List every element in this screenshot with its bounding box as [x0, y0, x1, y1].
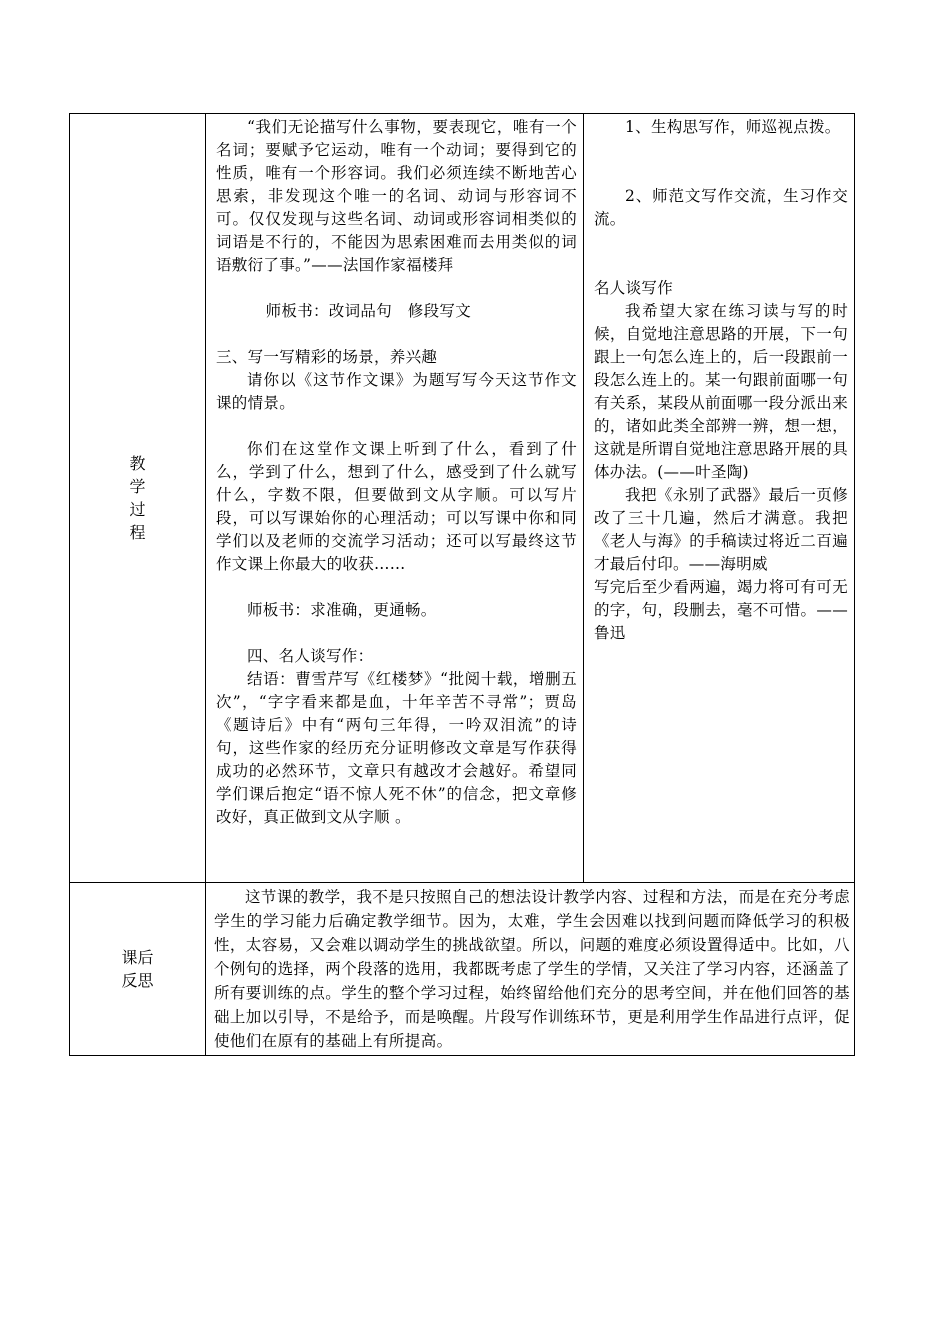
- board-note-2: 师板书：求准确，更通畅。: [247, 601, 437, 619]
- section-3-guide: 你们在这堂作文课上听到了什么，看到了什么，学到了什么，想到了什么，感受到了什么就写什么，字数不限，但要做到文从字顺。可以写片段，可以写课始你的心理活动；可以写课中你和同学们以及老师的交流学习活动；还可以写最终这节作文课上你最大的收获……: [216, 440, 577, 573]
- label-char: 课后: [121, 948, 154, 967]
- teacher-activity-cell: [206, 114, 584, 883]
- conclusion-text: 结语：曹雪芹写《红楼梦》“批阅十载，增删五次”，“字字看来都是血，十年辛苦不寻常”；贾岛《题诗后》中有“两句三年得，一吟双泪流”的诗句，这些作家的经历充分证明修改文章是写作获得成功的必然环节，文章只有越改才会越好。希望同学们课后抱定“语不惊人死不休”的信念，把文章修改好，真正做到文从字顺 。: [216, 670, 577, 826]
- activity-2: 2、师范文写作交流，生习作交流。: [594, 187, 848, 228]
- section-3-task: 请你以《这节作文课》为题写写今天这节作文课的情景。: [216, 371, 577, 412]
- reflection-text: 这节课的教学，我不是只按照自己的想法设计教学内容、过程和方法，而是在充分考虑学生的学习能力后确定教学细节。因为，太难，学生会因难以找到问题而降低学习的积极性，太容易，又会难以调动学生的挑战欲望。所以，问题的难度必须设置得适中。比如，八个例句的选择，两个段落的选用，我都既考虑了学生的学情，又关注了学习内容，还涵盖了所有要训练的点。学生的整个学习过程，始终留给他们充分的思考空间，并在他们回答的基础上加以引导，不是给予，而是唤醒。片段写作训练环节，更是利用学生作品进行点评，促使他们在原有的基础上有所提高。: [214, 888, 851, 1050]
- section-3-title: 三、写一写精彩的场景，养兴趣: [216, 348, 438, 366]
- ye-shengtao-quote: 我希望大家在练习读与写的时候，自觉地注意思路的开展，下一句跟上一句怎么连上的，后一段跟前一段怎么连上的。某一句跟前面哪一句有关系，某段从前面哪一段分派出来的，诸如此类全部辨一辨，想一想，这就是所谓自觉地注意思路开展的具体办法。(——叶圣陶): [594, 302, 848, 481]
- board-note-1: 师板书：改词品句 修段写文: [265, 302, 471, 320]
- label-char: 过: [129, 500, 146, 519]
- flaubert-quote: “我们无论描写什么事物，要表现它，唯有一个名词；要赋予它运动，唯有一个动词；要得到它的性质，唯有一个形容词。我们必须连续不断地苦心思索，非发现这个唯一的名词、动词与形容词不可。仅仅发现与这些名词、动词或形容词相类似的词语是不行的，不能因为思索困难而去用类似的词语敷衍了事。”——法国作家福楼拜: [216, 118, 577, 274]
- teaching-process-label: [70, 114, 206, 883]
- lesson-plan-table: [69, 113, 855, 1056]
- lu-xun-quote: 写完后至少看两遍，竭力将可有可无的字，句，段删去，毫不可惜。——鲁迅: [594, 578, 848, 642]
- activity-1: 1、生构思写作，师巡视点拨。: [625, 118, 841, 136]
- label-char: 教: [129, 454, 146, 473]
- teaching-process-row: [70, 114, 855, 883]
- hemingway-quote: 我把《永别了武器》最后一页修改了三十几遍，然后才满意。我把《老人与海》的手稿读过将近二百遍才最后付印。——海明威: [594, 486, 848, 573]
- reflection-label: [70, 883, 206, 1056]
- section-4-title: 四、名人谈写作：: [247, 647, 374, 665]
- label-char: 学: [129, 477, 146, 496]
- reflection-row: [70, 883, 855, 1056]
- label-char: 反思: [121, 971, 154, 990]
- famous-writers-title: 名人谈写作: [594, 279, 674, 297]
- label-char: 程: [129, 523, 146, 542]
- reflection-cell: [206, 883, 855, 1056]
- student-activity-cell: [584, 114, 855, 883]
